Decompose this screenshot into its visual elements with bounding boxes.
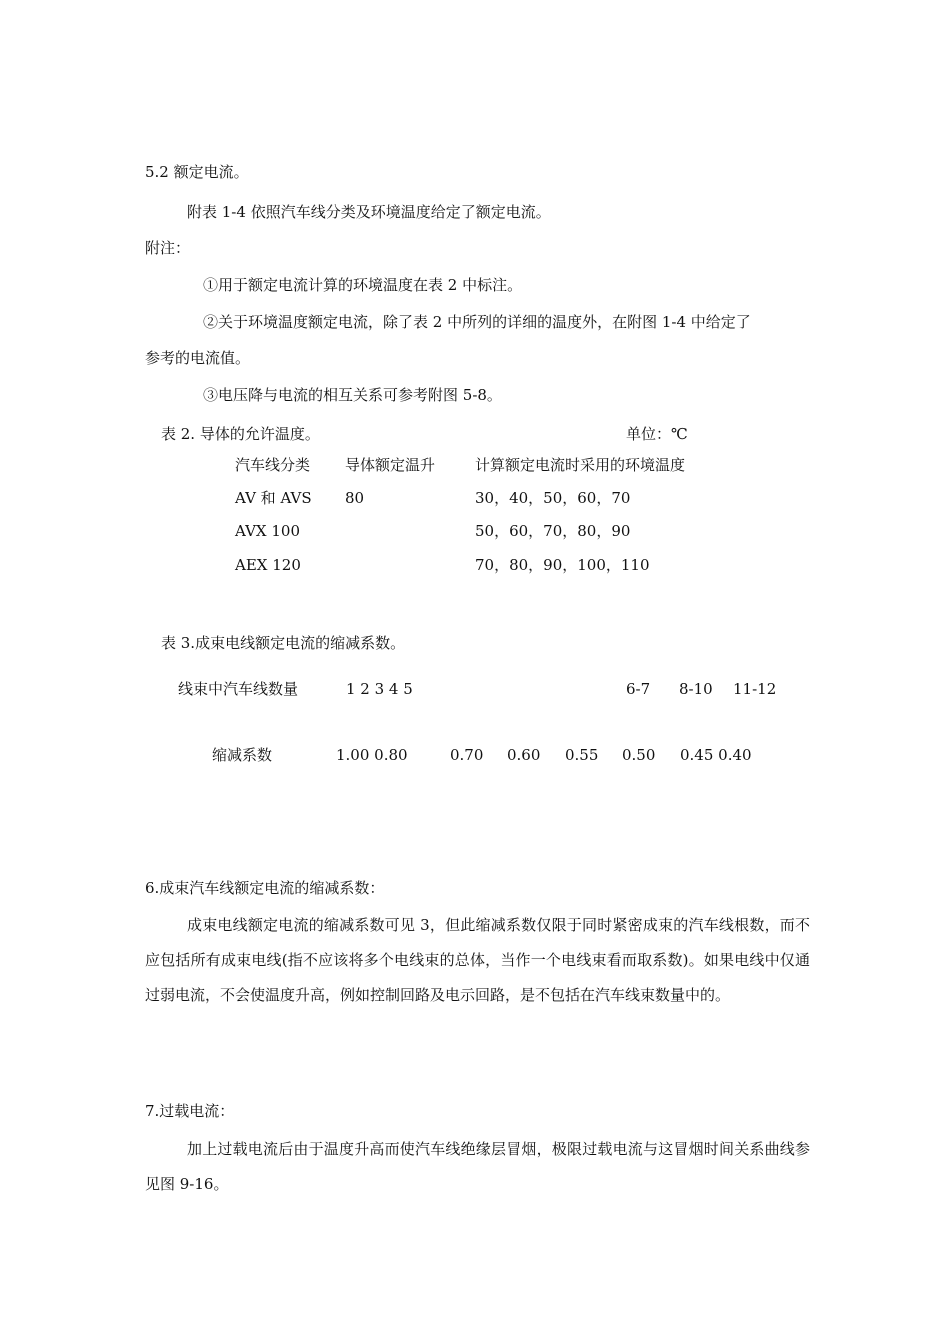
table3-count: 8-10 xyxy=(679,680,713,698)
table3-factor: 0.45 0.40 xyxy=(680,746,752,764)
note-1: ①用于额定电流计算的环境温度在表 2 中标注。 xyxy=(203,276,523,294)
section-5-2-intro: 附表 1-4 依照汽车线分类及环境温度给定了额定电流。 xyxy=(187,203,551,221)
table2-header-ambient: 计算额定电流时采用的环境温度 xyxy=(475,456,686,474)
table2-cell: 70，80，90，100，110 xyxy=(475,556,650,574)
section-7-body: 加上过载电流后由于温度升高而使汽车线绝缘层冒烟，极限过载电流与这冒烟时间关系曲线参见图 9-16。 xyxy=(145,1140,810,1193)
table2-cell: AVX 100 xyxy=(235,522,300,540)
table2-header-temp-rise: 导体额定温升 xyxy=(345,456,436,474)
table3-factor-label: 缩减系数 xyxy=(212,746,273,764)
table2-cell: 30，40，50，60，70 xyxy=(475,489,631,507)
note-2-continued: 参考的电流值。 xyxy=(145,349,251,367)
note-label: 附注： xyxy=(145,239,191,257)
table2-unit: 单位：℃ xyxy=(626,425,688,443)
table2-cell: AV 和 AVS xyxy=(235,489,312,507)
section-7-heading: 7.过载电流： xyxy=(145,1102,235,1120)
table2-header-category: 汽车线分类 xyxy=(235,456,311,474)
table3-count: 6-7 xyxy=(626,680,651,698)
table2-cell: AEX 120 xyxy=(235,556,301,574)
section-6-heading: 6.成束汽车线额定电流的缩减系数： xyxy=(145,879,385,897)
table3-count-label: 线束中汽车线数量 xyxy=(178,680,299,698)
section-5-2-heading: 5.2 额定电流。 xyxy=(145,163,249,181)
table3-factor: 0.60 xyxy=(507,746,541,764)
section-6-body: 成束电线额定电流的缩减系数可见 3，但此缩减系数仅限于同时紧密成束的汽车线根数，而不应包括所有成束电线(指不应该将多个电线束的总体，当作一个电线束看而取系数)。如果电线中仅通过弱电流，不会使温度升高，例如控制回路及电示回路，是不包括在汽车线束数量中的。 xyxy=(145,916,810,1004)
table2-cell: 50，60，70，80，90 xyxy=(475,522,631,540)
table3-factor: 0.55 xyxy=(565,746,599,764)
table3-factor: 0.50 xyxy=(622,746,656,764)
table3-factor: 1.00 0.80 xyxy=(336,746,408,764)
table3-factor: 0.70 xyxy=(450,746,484,764)
table3-count: 1 2 3 4 5 xyxy=(346,680,413,698)
note-3: ③电压降与电流的相互关系可参考附图 5-8。 xyxy=(203,386,502,404)
table3-count: 11-12 xyxy=(733,680,777,698)
table2-caption: 表 2. 导体的允许温度。 xyxy=(161,425,320,443)
table3-caption: 表 3.成束电线额定电流的缩减系数。 xyxy=(161,634,406,652)
note-2: ②关于环境温度额定电流，除了表 2 中所列的详细的温度外，在附图 1-4 中给定了 xyxy=(203,313,751,331)
table2-cell: 80 xyxy=(345,489,365,507)
